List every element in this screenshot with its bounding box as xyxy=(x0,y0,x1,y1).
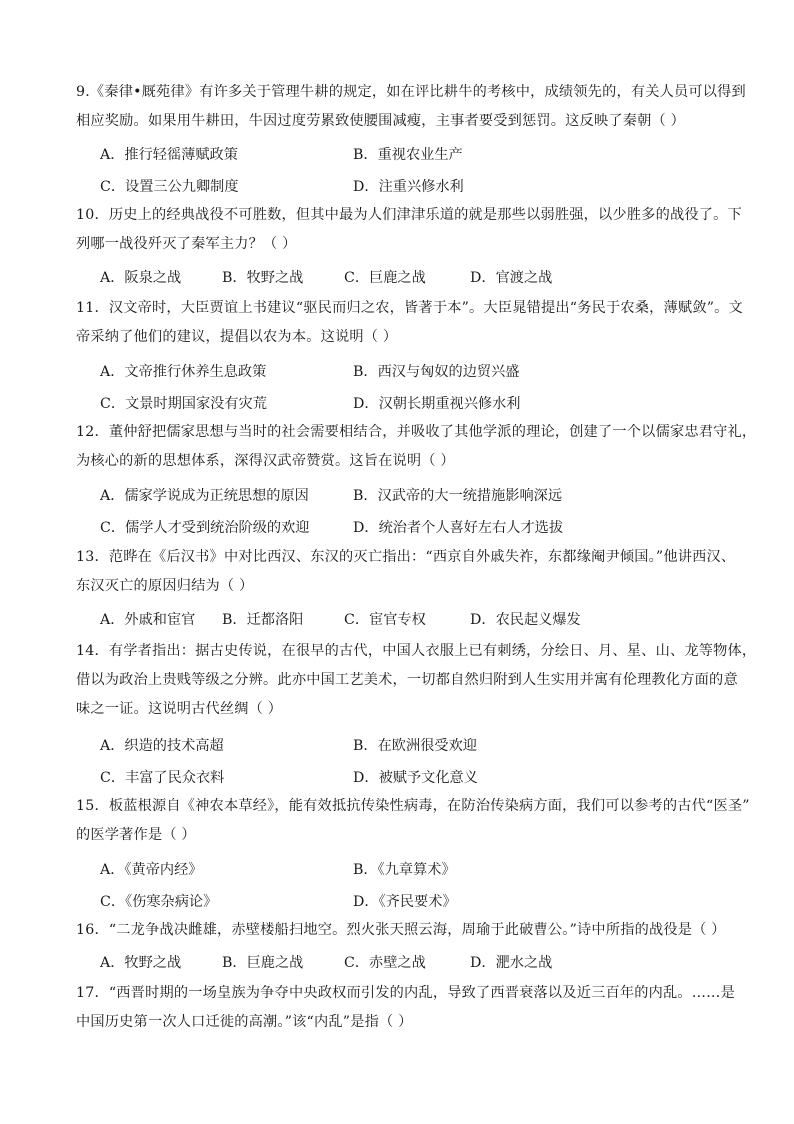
question-15 xyxy=(76,792,750,850)
option-d[interactable]: D．淝水之战 xyxy=(470,954,553,971)
option-d[interactable]: D．统治者个人喜好左右人才选拔 xyxy=(353,519,564,536)
question-17 xyxy=(76,979,735,1037)
question-16 xyxy=(76,916,726,945)
options-10 xyxy=(100,262,596,294)
question-text-line: 的医学著作是（ ） xyxy=(76,827,196,843)
question-text-line: 东汉灭亡的原因归结为（ ） xyxy=(76,578,254,594)
option-a[interactable]: A．儒家学说成为正统思想的原因 xyxy=(100,487,309,504)
option-c[interactable]: C．巨鹿之战 xyxy=(344,269,426,286)
option-a[interactable]: A．推行轻徭薄赋政策 xyxy=(100,146,238,163)
option-a[interactable]: A．牧野之战 xyxy=(100,954,182,971)
option-a[interactable]: A．织造的技术高超 xyxy=(100,737,224,754)
option-d[interactable]: D．被赋予文化意义 xyxy=(353,769,478,786)
question-10 xyxy=(76,201,742,259)
option-b[interactable]: B．巨鹿之战 xyxy=(222,954,304,971)
option-c[interactable]: C．文景时期国家没有灾荒 xyxy=(100,395,267,412)
options-9 xyxy=(100,139,606,203)
question-text-line: 13．范晔在《后汉书》中对比西汉、东汉的灭亡指出：“西京自外戚失祚，东都缘阉尹倾国。”他讲西汉、 xyxy=(76,549,736,565)
option-c[interactable]: C．宦官专权 xyxy=(344,611,426,628)
question-9 xyxy=(76,78,746,136)
option-c[interactable]: C．赤壁之战 xyxy=(344,954,426,971)
question-text-line: 相应奖励。如果用牛耕田，牛因过度劳累致使腰围减瘦，主事者要受到惩罚。这反映了秦朝（ ） xyxy=(76,113,685,129)
question-text-line: 借以为政治上贵贱等级之分辨。此亦中国工艺美术，一切都自然归附到人生实用并寓有伦理教化方面的意 xyxy=(76,672,738,688)
question-text-line: 12．董仲舒把儒家思想与当时的社会需要相结合，并吸收了其他学派的理论，创建了一个以儒家忠君守礼， xyxy=(76,424,757,440)
question-text-line: 15．板蓝根源自《神农本草经》，能有效抵抗传染性病毒，在防治传染病方面，我们可以参考的古代“医圣” xyxy=(76,798,750,814)
option-c[interactable]: C．儒学人才受到统治阶级的欢迎 xyxy=(100,519,310,536)
question-text-line: 10．历史上的经典战役不可胜数，但其中最为人们津津乐道的就是那些以弱胜强，以少胜多的战役了。下 xyxy=(76,207,742,223)
question-11 xyxy=(76,294,743,352)
option-d[interactable]: D．《齐民要术》 xyxy=(353,893,457,910)
option-b[interactable]: B．《九章算术》 xyxy=(353,861,456,878)
question-text-line: 列哪一战役歼灭了秦军主力？（ ） xyxy=(76,236,297,252)
question-text-line: 帝采纳了他们的建议，提倡以农为本。这说明（ ） xyxy=(76,329,398,345)
option-a[interactable]: A．阪泉之战 xyxy=(100,269,182,286)
options-14 xyxy=(100,730,606,794)
question-14 xyxy=(76,637,757,724)
question-text-line: 11．汉文帝时，大臣贾谊上书建议“驱民而归之农，皆著于本”。大臣晁错提出“务民于农桑，薄赋敛”。文 xyxy=(76,300,743,316)
option-b[interactable]: B．西汉与匈奴的边贸兴盛 xyxy=(353,363,520,380)
option-b[interactable]: B．牧野之战 xyxy=(222,269,304,286)
question-text-line: 16．“二龙争战决雌雄，赤壁楼船扫地空。烈火张天照云海，周瑜于此破曹公。”诗中所指的战役是（ ） xyxy=(76,922,726,938)
question-text-line: 14．有学者指出：据古史传说，在很早的古代，中国人衣服上已有刺绣，分绘日、月、星、山、龙等物体， xyxy=(76,643,757,659)
option-b[interactable]: B．汉武帝的大一统措施影响深远 xyxy=(353,487,563,504)
option-b[interactable]: B．迁都洛阳 xyxy=(222,611,304,628)
option-c[interactable]: C．设置三公九卿制度 xyxy=(100,178,239,195)
options-15 xyxy=(100,854,606,918)
option-d[interactable]: D．汉朝长期重视兴修水利 xyxy=(353,395,521,412)
question-text-line: 9.《秦律•厩苑律》有许多关于管理牛耕的规定，如在评比耕牛的考核中，成绩领先的，有关人员可以得到 xyxy=(76,84,746,100)
option-d[interactable]: D．注重兴修水利 xyxy=(353,178,464,195)
question-text-line: 17．“西晋时期的一场皇族为争夺中央政权而引发的内乱，导致了西晋衰落以及近三百年的内乱。……是 xyxy=(76,985,735,1001)
question-text-line: 中国历史第一次人口迁徙的高潮。”该“内乱”是指（ ） xyxy=(76,1014,413,1030)
options-16 xyxy=(100,947,596,979)
question-13 xyxy=(76,543,736,601)
option-a[interactable]: A．《黄帝内经》 xyxy=(100,861,203,878)
options-11 xyxy=(100,356,606,420)
option-d[interactable]: D．官渡之战 xyxy=(470,269,553,286)
options-12 xyxy=(100,480,606,544)
options-13 xyxy=(100,604,596,636)
option-a[interactable]: A．文帝推行休养生息政策 xyxy=(100,363,267,380)
question-12 xyxy=(76,418,757,476)
question-text-line: 为核心的新的思想体系，深得汉武帝赞赏。这旨在说明（ ） xyxy=(76,453,455,469)
option-b[interactable]: B．在欧洲很受欢迎 xyxy=(353,737,477,754)
option-c[interactable]: C．丰富了民众衣料 xyxy=(100,769,225,786)
option-a[interactable]: A．外戚和宦官 xyxy=(100,611,196,628)
question-text-line: 味之一证。这说明古代丝绸（ ） xyxy=(76,701,283,717)
option-b[interactable]: B．重视农业生产 xyxy=(353,146,463,163)
option-d[interactable]: D．农民起义爆发 xyxy=(470,611,581,628)
option-c[interactable]: C．《伤寒杂病论》 xyxy=(100,893,218,910)
